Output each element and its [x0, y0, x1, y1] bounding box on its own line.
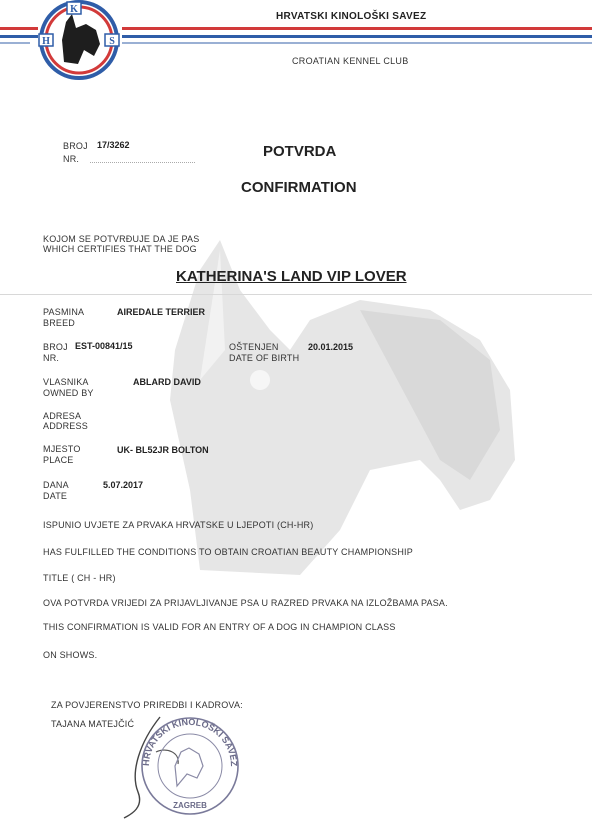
- body-line-3: TITLE ( CH - HR): [43, 573, 116, 583]
- doc-number-label-en: NR.: [63, 154, 80, 164]
- title-en: CONFIRMATION: [241, 179, 357, 196]
- body-line-2: HAS FULFILLED THE CONDITIONS TO OBTAIN CROATIAN BEAUTY CHAMPIONSHIP: [43, 547, 413, 557]
- header-stripe-right-blue: [122, 35, 592, 38]
- doc-number-label-hr: BROJ: [63, 141, 88, 151]
- org-name-hr: HRVATSKI KINOLOŠKI SAVEZ: [276, 11, 427, 22]
- org-name-en: CROATIAN KENNEL CLUB: [292, 56, 409, 66]
- kennel-club-logo: [36, 0, 122, 86]
- owner-label-hr: VLASNIKA: [43, 377, 89, 387]
- header-stripe-left-red: [0, 27, 38, 30]
- intro-hr: KOJOM SE POTVRĐUJE DA JE PAS: [43, 234, 200, 244]
- horizontal-rule: [0, 294, 592, 295]
- doc-number-value: 17/3262: [97, 140, 130, 150]
- date-label-hr: DANA: [43, 480, 69, 490]
- committee-label: ZA POVJERENSTVO PRIREDBI I KADROVA:: [51, 700, 243, 710]
- date-value: 5.07.2017: [103, 480, 144, 490]
- reg-number-value: EST-00841/15: [75, 341, 133, 351]
- header-stripe-right-red: [122, 27, 592, 30]
- logo-letter-k: K: [70, 4, 78, 15]
- svg-text:HRVATSKI KINOLOŠKI SAVEZ: [141, 717, 239, 767]
- official-stamp: [135, 708, 245, 818]
- header-stripe-right-light: [122, 42, 592, 44]
- body-line-6: ON SHOWS.: [43, 650, 98, 660]
- reg-number-label-hr: BROJ: [43, 342, 68, 352]
- dog-name: KATHERINA'S LAND VIP LOVER: [176, 268, 407, 285]
- intro-en: WHICH CERTIFIES THAT THE DOG: [43, 244, 197, 254]
- birth-value: 20.01.2015: [308, 342, 354, 352]
- header-stripe-left-light: [0, 42, 30, 44]
- owner-label-en: OWNED BY: [43, 388, 94, 398]
- doc-number-line: [90, 162, 195, 163]
- logo-letter-s: S: [109, 36, 115, 47]
- title-hr: POTVRDA: [263, 143, 337, 160]
- birth-label-hr: OŠTENJEN: [229, 342, 279, 352]
- place-value: UK- BL52JR BOLTON: [117, 445, 209, 455]
- stamp-city: ZAGREB: [173, 801, 207, 810]
- breed-value: AIREDALE TERRIER: [117, 307, 206, 317]
- body-line-5: THIS CONFIRMATION IS VALID FOR AN ENTRY OF A DOG IN CHAMPION CLASS: [43, 622, 396, 632]
- reg-number-label-en: NR.: [43, 353, 60, 363]
- place-label-hr: MJESTO: [43, 444, 81, 454]
- address-label-en: ADDRESS: [43, 421, 88, 431]
- header-stripe-left-blue: [0, 35, 38, 38]
- place-label-en: PLACE: [43, 455, 74, 465]
- logo-letter-h: H: [42, 36, 50, 47]
- signatory-name: TAJANA MATEJČIĆ: [51, 719, 135, 729]
- date-label-en: DATE: [43, 491, 68, 501]
- owner-value: ABLARD DAVID: [133, 377, 201, 387]
- stamp-text: HRVATSKI KINOLOŠKI SAVEZ: [140, 716, 240, 767]
- body-line-4: OVA POTVRDA VRIJEDI ZA PRIJAVLJIVANJE PSA U RAZRED PRVAKA NA IZLOŽBAMA PASA.: [43, 598, 448, 608]
- birth-label-en: DATE OF BIRTH: [229, 353, 300, 363]
- breed-label-en: BREED: [43, 318, 76, 328]
- body-line-1: ISPUNIO UVJETE ZA PRVAKA HRVATSKE U LJEPOTI (CH-HR): [43, 520, 314, 530]
- breed-label-hr: PASMINA: [43, 307, 85, 317]
- address-label-hr: ADRESA: [43, 411, 82, 421]
